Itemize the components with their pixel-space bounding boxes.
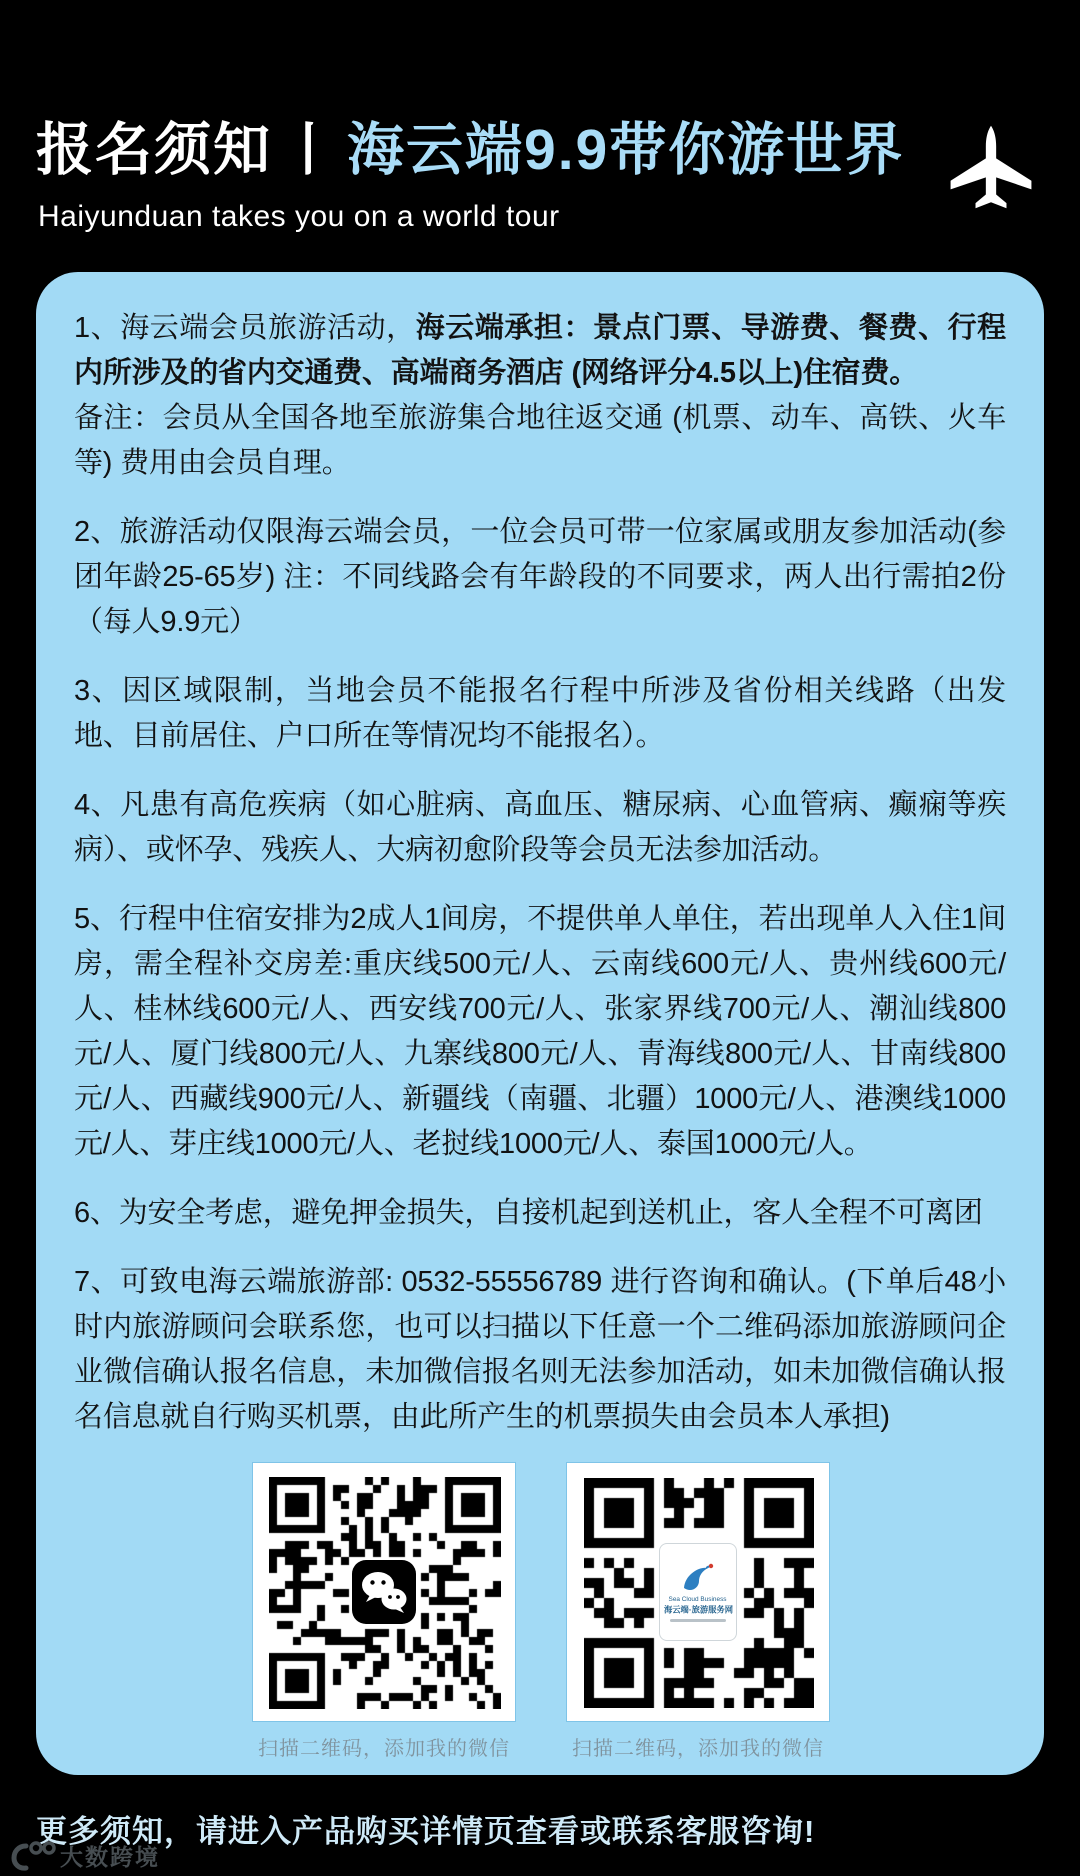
watermark-text: 大数跨境	[60, 1843, 160, 1870]
notice-item-5: 5、行程中住宿安排为2成人1间房，不提供单人单住，若出现单人入住1间房，需全程补交房差:重庆线500元/人、云南线600元/人、贵州线600元/人、桂林线600元/人、西安线700元/人、张家界线700元/人、潮汕线800元/人、厦门线800元/人、九寨线800元/人、青海线800元/人、甘南线800元/人、西藏线900元/人、新疆线（南疆、北疆）1000元/人、港澳线1000元/人、芽庄线1000元/人、老挝线1000元/人、泰国1000元/人。	[74, 903, 1006, 1160]
notice-item-3: 3、因区域限制，当地会员不能报名行程中所涉及省份相关线路（出发地、目前居住、户口所在等情况均不能报名）。	[74, 675, 1006, 752]
qr-caption: 扫描二维码，添加我的微信	[258, 1738, 510, 1760]
qr-card-wechat	[252, 1462, 516, 1761]
page-subtitle: Haiyunduan takes you on a world tour	[38, 200, 560, 233]
wechat-icon	[352, 1560, 416, 1624]
notice-item-1	[74, 306, 1006, 486]
notice-item-2: 2、旅游活动仅限海云端会员，一位会员可带一位家属或朋友参加活动(参团年龄25-65岁) 注：不同线路会有年龄段的不同要求，两人出行需拍2份（每人9.9元）	[74, 516, 1006, 638]
title-divider: 丨	[280, 118, 339, 182]
notice-item-4: 4、凡患有高危疾病（如心脏病、高血压、糖尿病、心血管病、癫痫等疾病）、或怀孕、残疾人、大病初愈阶段等会员无法参加活动。	[74, 789, 1006, 866]
sea-cloud-logo	[659, 1543, 737, 1641]
footer-note: 更多须知，请进入产品购买详情页查看或联系客服咨询!	[36, 1814, 816, 1849]
notice-item-1-prefix: 1、海云端会员旅游活动，	[74, 312, 416, 344]
qr-code-wechat	[252, 1462, 516, 1722]
qr-section	[36, 1462, 1044, 1762]
title-accent: 海云端9.9带你游世界	[347, 118, 905, 182]
page-title	[36, 104, 904, 186]
sea-cloud-logo-cn: 海云端·旅游服务网	[663, 1605, 733, 1615]
title-white: 报名须知	[36, 118, 272, 182]
airplane-icon	[948, 118, 1034, 216]
notice-item-1-note: 备注：会员从全国各地至旅游集合地往返交通 (机票、动车、高铁、火车等) 费用由会员自理。	[74, 402, 1006, 479]
dolphin-icon	[678, 1562, 718, 1596]
notice-item-6: 6、为安全考虑，避免押金损失，自接机起到送机止，客人全程不可离团	[74, 1197, 983, 1229]
watermark	[10, 1838, 160, 1872]
notice-item-1-bold: 海云端承担：景点门票、导游费、餐费、行程内所涉及的省内交通费、高端商务酒店 (网络评分4.5以上)住宿费。	[74, 312, 1006, 389]
sea-cloud-logo-en: Sea Cloud Business	[668, 1596, 727, 1603]
qr-card-seacloud	[566, 1462, 830, 1761]
sea-cloud-logo-rule	[670, 1619, 726, 1622]
watermark-logo-icon	[10, 1838, 56, 1872]
notice-item-7: 7、可致电海云端旅游部: 0532-55556789 进行咨询和确认。(下单后48小时内旅游顾问会联系您，也可以扫描以下任意一个二维码添加旅游顾问企业微信确认报名信息，未加微信报名则无法参加活动，如未加微信确认报名信息就自行购买机票，由此所产生的机票损失由会员本人承担)	[74, 1266, 1006, 1433]
qr-caption: 扫描二维码，添加我的微信	[572, 1738, 824, 1760]
qr-code-seacloud	[566, 1462, 830, 1722]
notice-panel	[36, 272, 1044, 1775]
